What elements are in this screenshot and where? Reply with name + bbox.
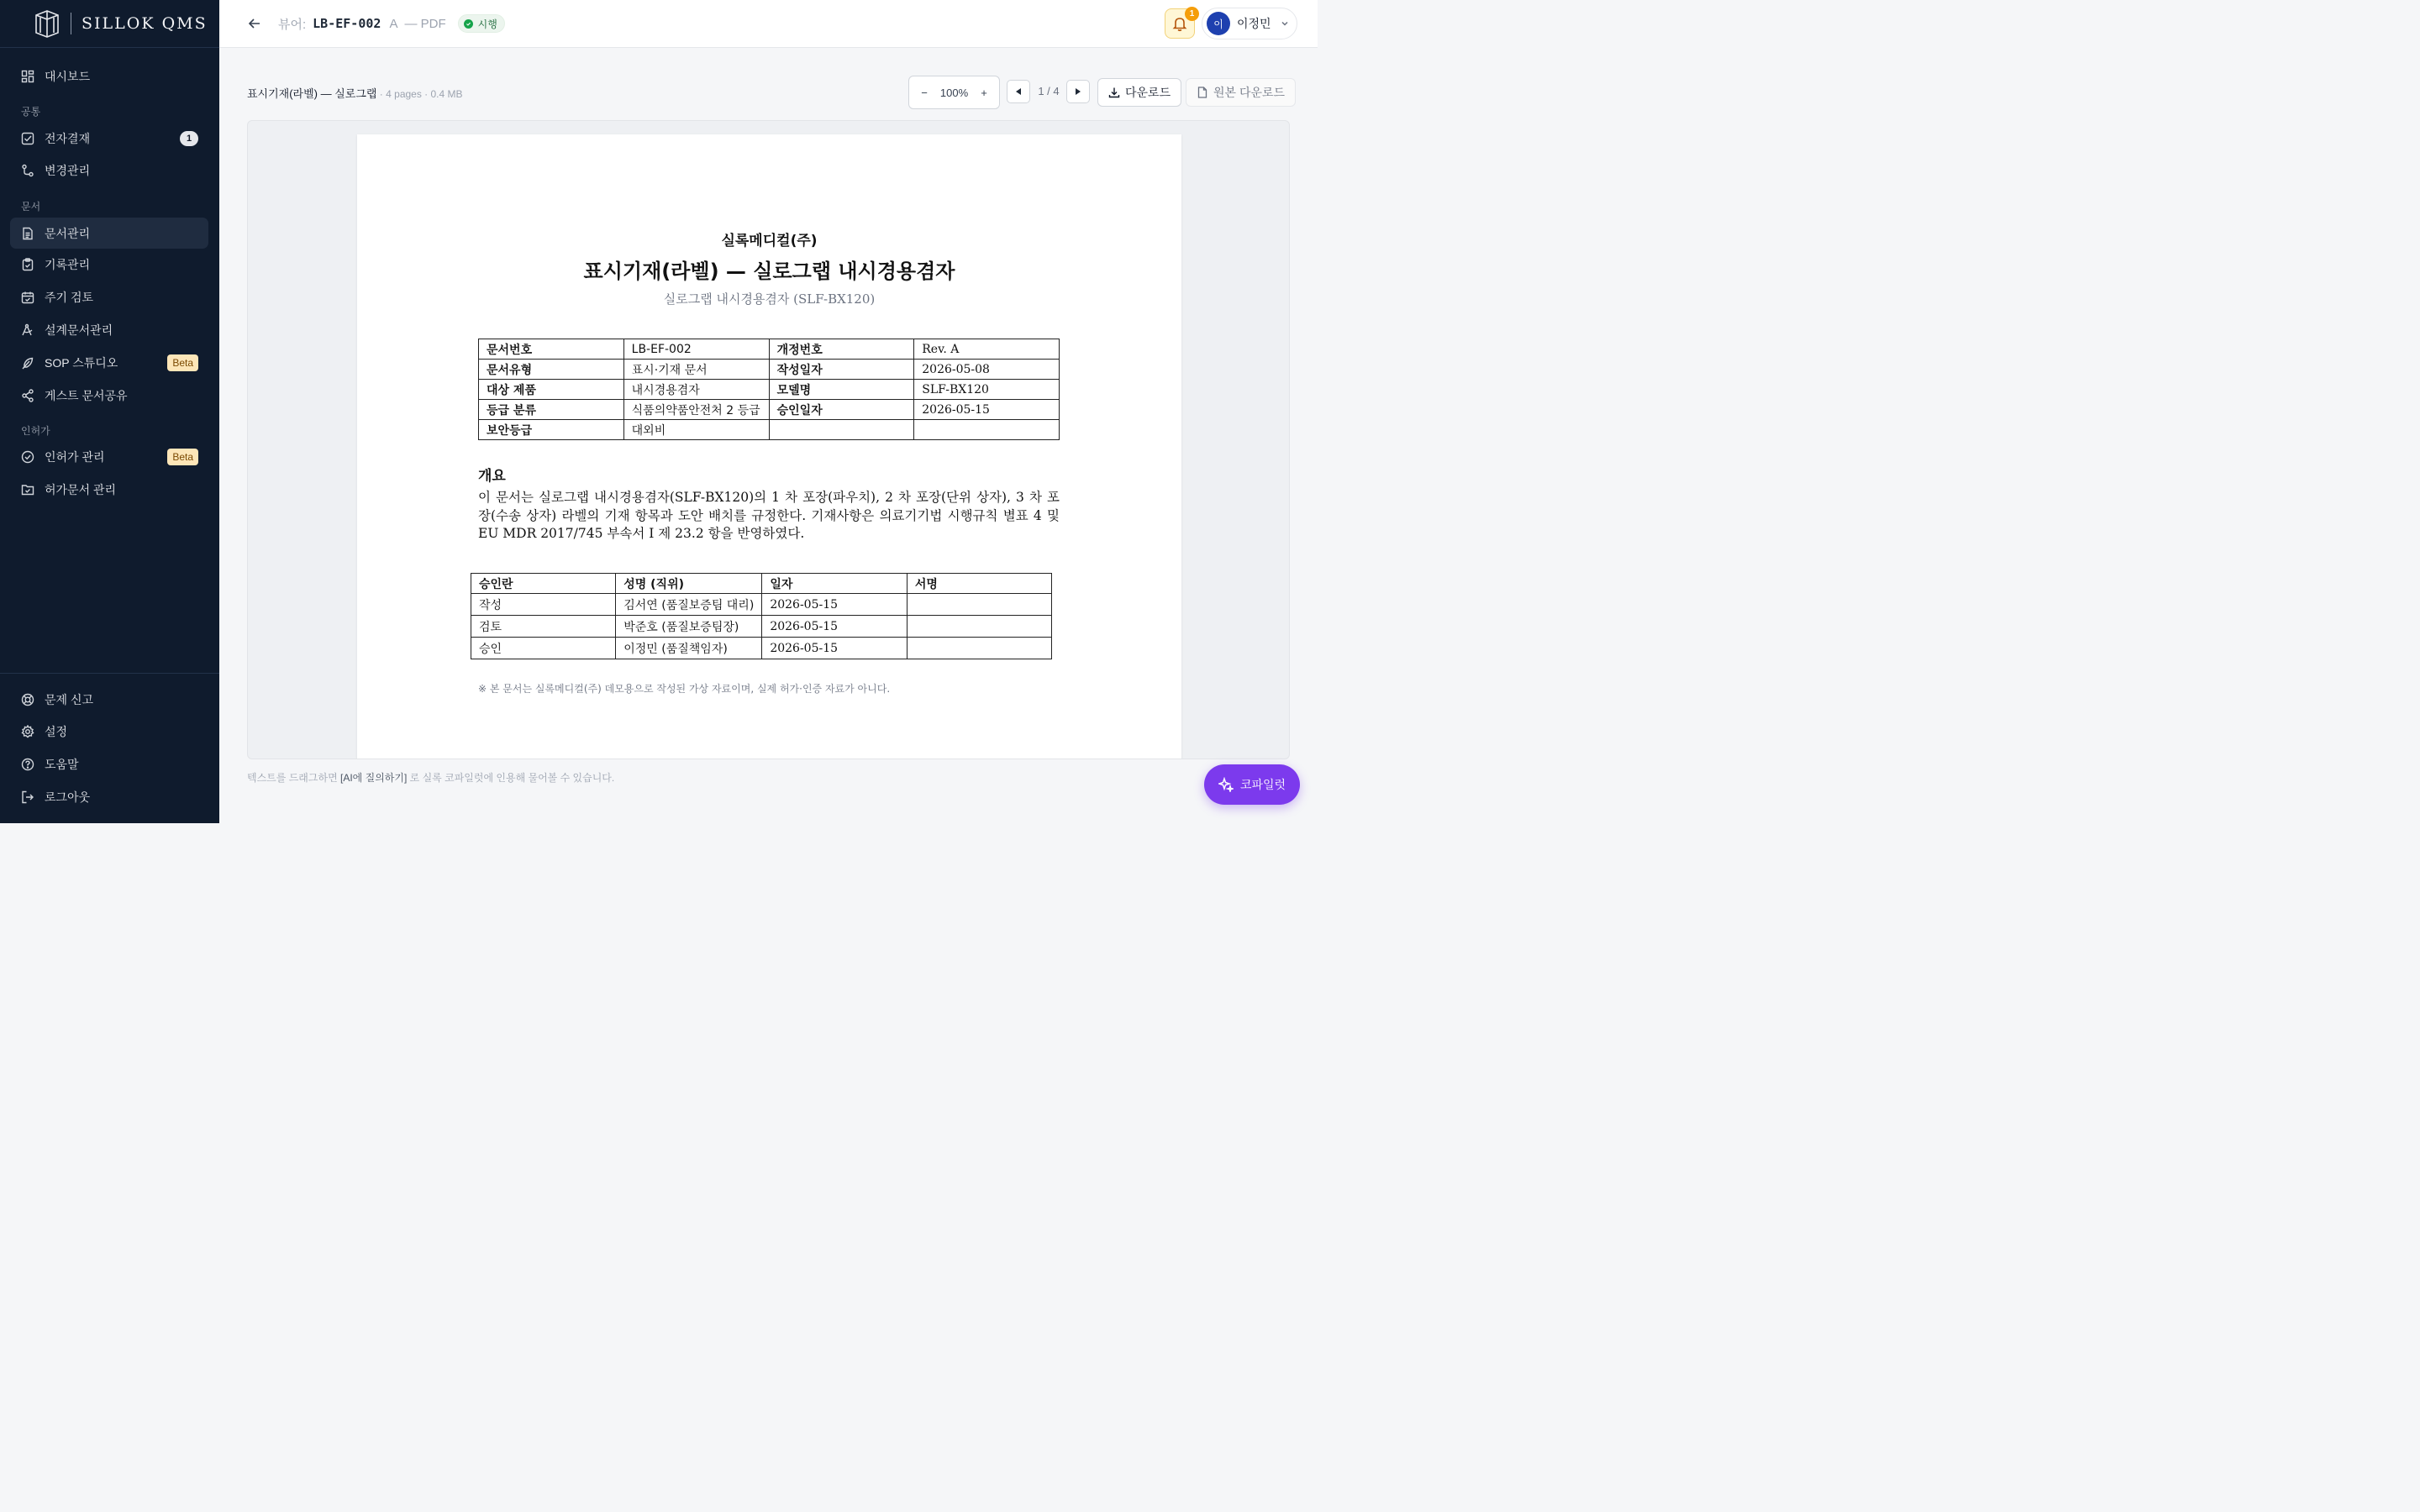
- next-page-button[interactable]: [1066, 80, 1090, 103]
- sidebar-item-report-issue[interactable]: [10, 684, 208, 715]
- section-label-licensing: 인허가: [21, 425, 50, 437]
- sidebar-item-record-management[interactable]: [10, 249, 208, 280]
- pdf-page[interactable]: [357, 134, 1181, 759]
- copilot-button[interactable]: [1204, 764, 1300, 805]
- avatar: 이: [1207, 12, 1230, 35]
- sidebar-item-label: 도움말: [45, 757, 79, 771]
- table-cell: 문서번호: [479, 339, 624, 360]
- sidebar-item-label: 문제 신고: [45, 692, 93, 706]
- section-label-documents: 문서: [21, 201, 41, 213]
- table-cell: 2026-05-08: [914, 360, 1060, 380]
- check-circle-icon: [21, 450, 34, 464]
- triangle-left-icon: [1014, 87, 1023, 96]
- check-circle-icon: [464, 19, 473, 29]
- sidebar-item-guest-sharing[interactable]: [10, 380, 208, 411]
- sidebar-item-change-management[interactable]: [10, 155, 208, 186]
- table-row: [479, 339, 1060, 360]
- sidebar-item-label: 로그아웃: [45, 790, 91, 804]
- triangle-right-icon: [1074, 87, 1082, 96]
- sidebar-item-label: 대시보드: [45, 69, 91, 83]
- download-button[interactable]: [1097, 78, 1181, 107]
- disclaimer-note: ※ 본 문서는 실록메디컬(주) 데모용으로 작성된 가상 자료이며, 실제 허가·인증 자료가 아니다.: [478, 683, 891, 695]
- flow-icon: [21, 164, 34, 177]
- table-cell: 보안등급: [479, 420, 624, 440]
- sidebar-item-licensing-management[interactable]: [10, 441, 208, 472]
- document-meta: · 4 pages · 0.4 MB: [376, 88, 463, 100]
- original-download-label: 원본 다운로드: [1213, 86, 1286, 99]
- table-cell: SLF-BX120: [914, 380, 1060, 400]
- sidebar-item-help[interactable]: [10, 748, 208, 780]
- table-cell: [914, 420, 1060, 440]
- dashboard-icon: [21, 70, 34, 83]
- table-cell: 문서유형: [479, 360, 624, 380]
- table-cell: 승인: [471, 638, 616, 659]
- signature-cell: [907, 594, 1051, 616]
- sidebar-item-label: 문서관리: [45, 226, 91, 240]
- document-title: [247, 85, 463, 101]
- zoom-out-button[interactable]: −: [921, 86, 928, 99]
- document-info-table: [478, 339, 1060, 440]
- notification-count: 1: [1185, 7, 1199, 21]
- folder-check-icon: [21, 483, 34, 496]
- signature-cell: [907, 616, 1051, 638]
- sidebar-item-settings[interactable]: [10, 716, 208, 747]
- document-name: 표시기재(라벨) — 실로그랩: [247, 87, 377, 100]
- top-header: [219, 0, 1318, 48]
- sidebar-item-dashboard[interactable]: [10, 60, 208, 92]
- feather-icon: [21, 356, 34, 370]
- user-name: 이정민: [1237, 17, 1271, 30]
- sidebar-item-sop-studio[interactable]: [10, 347, 208, 378]
- sidebar-item-label: 허가문서 관리: [45, 482, 117, 496]
- sidebar-divider: [0, 673, 219, 674]
- table-cell: [769, 420, 914, 440]
- document-heading: 표시기재(라벨) — 실로그랩 내시경용겸자: [583, 260, 955, 283]
- copilot-hint: [247, 770, 614, 785]
- sidebar-item-label: 설계문서관리: [45, 323, 113, 337]
- download-icon: [1108, 87, 1120, 98]
- user-menu[interactable]: [1202, 8, 1297, 39]
- viewer-prefix: 뷰어:: [278, 17, 307, 32]
- hint-text: 로 실록 코파일럿에 인용해 물어볼 수 있습니다.: [407, 772, 615, 784]
- signature-cell: [907, 638, 1051, 659]
- sidebar-item-label: 변경관리: [45, 163, 91, 177]
- table-cell: Rev. A: [914, 339, 1060, 360]
- status-badge: [458, 14, 505, 33]
- column-header: 서명: [907, 574, 1051, 594]
- overview-paragraph: 이 문서는 실로그랩 내시경용겸자(SLF-BX120)의 1 차 포장(파우치), 2 차 포장(단위 상자), 3 차 포장(수송 상자) 라벨의 기재 항목과 도안 배치를 규정한다. 기재사항은 의료기기법 시행규칙 별표 4 및 EU MDR 2017/745 부속서 I 제 23.2 항을 반영하였다.: [478, 490, 1060, 541]
- doc-revision: A: [389, 16, 398, 31]
- lifebuoy-icon: [21, 693, 34, 706]
- table-cell: 식품의약품안전처 2 등급: [623, 400, 769, 420]
- zoom-in-button[interactable]: +: [981, 86, 987, 99]
- column-header: 승인란: [471, 574, 616, 594]
- table-cell: 2026-05-15: [914, 400, 1060, 420]
- sidebar-item-approval[interactable]: [10, 123, 208, 154]
- table-header-row: [471, 574, 1052, 594]
- table-row: [479, 420, 1060, 440]
- sidebar: [0, 0, 219, 823]
- table-cell: 개정번호: [769, 339, 914, 360]
- sidebar-item-label: 전자결재: [45, 131, 91, 145]
- beta-tag: Beta: [167, 449, 198, 465]
- doc-format: — PDF: [404, 16, 446, 31]
- section-heading: 개요: [478, 468, 506, 485]
- back-arrow-icon[interactable]: [246, 15, 263, 32]
- sidebar-item-label: 인허가 관리: [45, 449, 105, 464]
- page-indicator: 1 / 4: [1038, 85, 1060, 97]
- table-cell: 이정민 (품질책임자): [616, 638, 762, 659]
- sidebar-item-periodic-review[interactable]: [10, 281, 208, 312]
- doc-code: LB-EF-002: [313, 16, 381, 31]
- pdf-viewer[interactable]: [247, 120, 1290, 759]
- count-badge: 1: [180, 131, 198, 146]
- notification-button[interactable]: [1165, 8, 1195, 39]
- clipboard-icon: [21, 258, 34, 271]
- help-icon: [21, 758, 34, 771]
- share-icon: [21, 389, 34, 402]
- download-label: 다운로드: [1125, 86, 1171, 99]
- sidebar-item-label: 주기 검토: [45, 290, 93, 304]
- copilot-label: 코파일럿: [1239, 778, 1286, 791]
- table-row: [471, 594, 1052, 616]
- chevron-down-icon: [1280, 18, 1290, 29]
- logout-icon: [21, 790, 34, 804]
- file-icon: [1197, 87, 1208, 98]
- table-cell: 대상 제품: [479, 380, 624, 400]
- table-cell: 김서연 (품질보증팀 대리): [616, 594, 762, 616]
- viewer-breadcrumb: [278, 14, 505, 33]
- sidebar-item-design-docs[interactable]: [10, 314, 208, 345]
- prev-page-button[interactable]: [1007, 80, 1030, 103]
- sidebar-item-logout[interactable]: [10, 781, 208, 812]
- brand[interactable]: [0, 0, 219, 48]
- sidebar-item-permit-documents[interactable]: [10, 474, 208, 505]
- table-row: [471, 638, 1052, 659]
- table-cell: 모델명: [769, 380, 914, 400]
- table-cell: LB-EF-002: [623, 339, 769, 360]
- table-cell: 승인일자: [769, 400, 914, 420]
- column-header: 성명 (직위): [616, 574, 762, 594]
- table-row: [471, 616, 1052, 638]
- status-text: 시행: [477, 18, 497, 30]
- gear-icon: [21, 725, 34, 738]
- zoom-control: [908, 76, 1000, 109]
- document-subtitle: 실로그랩 내시경용겸자 (SLF-BX120): [663, 291, 876, 307]
- company-name: 실록메디컬(주): [721, 233, 818, 249]
- compass-icon: [21, 323, 34, 337]
- hint-emphasis: [AI에 질의하기]: [340, 772, 408, 784]
- hint-text: 텍스트를 드래그하면: [247, 772, 340, 784]
- table-row: [479, 400, 1060, 420]
- sidebar-item-label: 설정: [45, 724, 68, 738]
- table-cell: 작성: [471, 594, 616, 616]
- section-label-common: 공통: [21, 106, 41, 118]
- column-header: 일자: [762, 574, 908, 594]
- sparkle-icon: [1218, 777, 1234, 792]
- sillok-logo-icon: [32, 7, 62, 40]
- approval-table: [471, 573, 1052, 659]
- table-row: [479, 360, 1060, 380]
- original-download-button[interactable]: [1186, 78, 1296, 107]
- table-cell: 표시·기재 문서: [623, 360, 769, 380]
- table-cell: 작성일자: [769, 360, 914, 380]
- sidebar-item-label: SOP 스튜디오: [45, 355, 118, 370]
- table-cell: 박준호 (품질보증팀장): [616, 616, 762, 638]
- table-cell: 검토: [471, 616, 616, 638]
- checkbox-icon: [21, 132, 34, 145]
- brand-name: SILLOK QMS: [82, 14, 208, 33]
- table-cell: 2026-05-15: [762, 638, 908, 659]
- table-cell: 2026-05-15: [762, 594, 908, 616]
- sidebar-item-document-management[interactable]: [10, 218, 208, 249]
- beta-tag: Beta: [167, 354, 198, 371]
- table-cell: 등급 분류: [479, 400, 624, 420]
- calendar-icon: [21, 291, 34, 304]
- zoom-level: 100%: [939, 86, 969, 99]
- table-cell: 2026-05-15: [762, 616, 908, 638]
- sidebar-item-label: 기록관리: [45, 257, 91, 271]
- table-row: [479, 380, 1060, 400]
- document-icon: [21, 227, 34, 240]
- sidebar-item-label: 게스트 문서공유: [45, 388, 128, 402]
- table-cell: 내시경용겸자: [623, 380, 769, 400]
- table-cell: 대외비: [623, 420, 769, 440]
